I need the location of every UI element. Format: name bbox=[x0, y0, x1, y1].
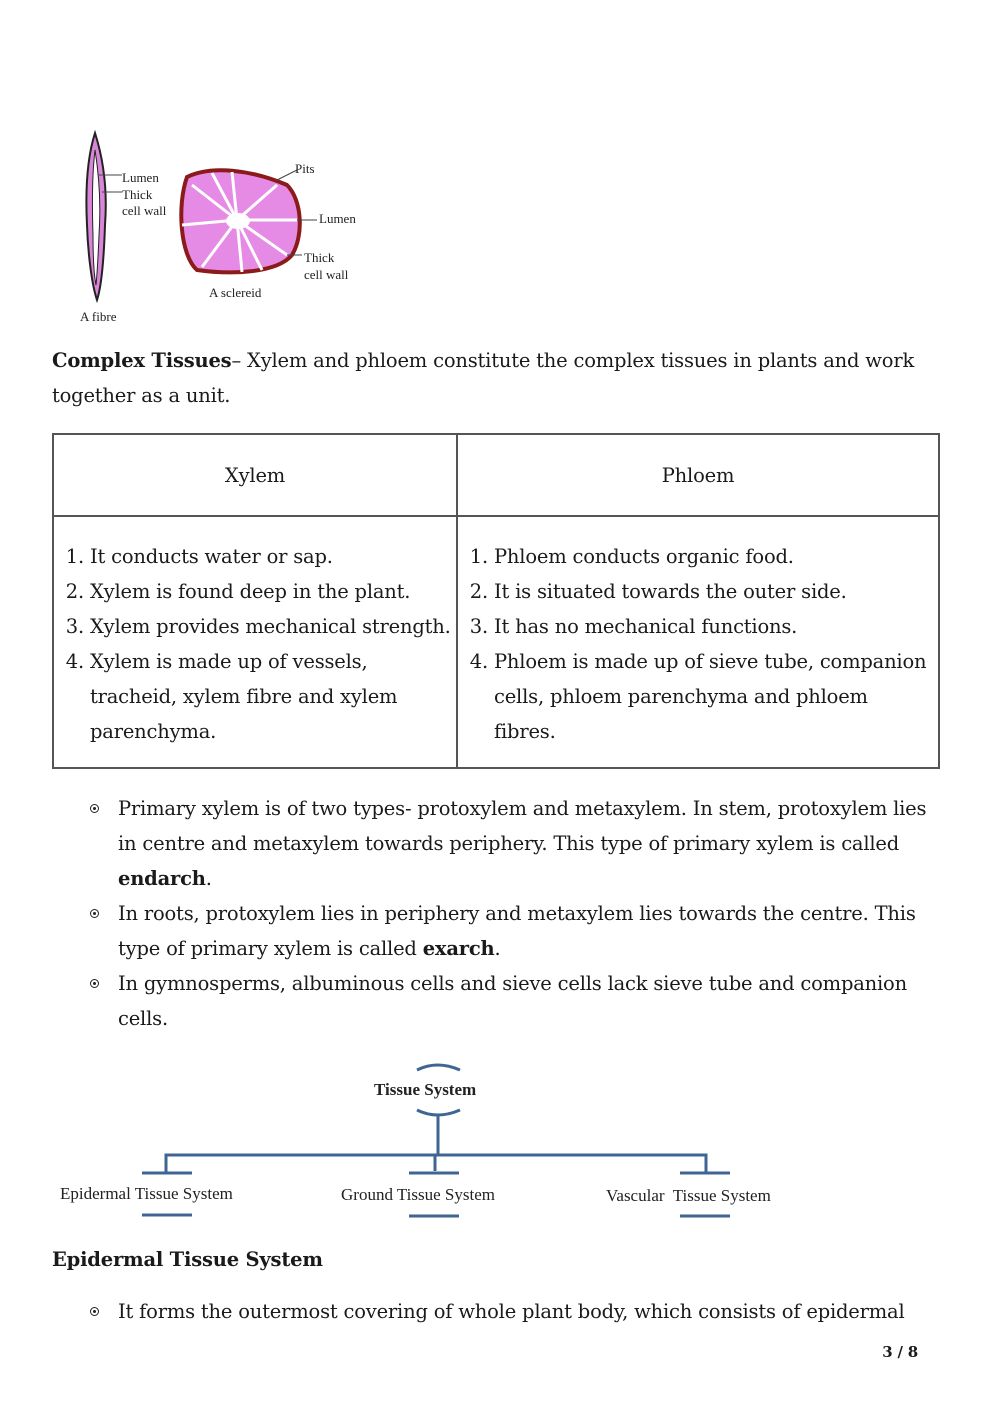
svg-text:cell wall: cell wall bbox=[122, 203, 167, 218]
xylem-cell bbox=[53, 516, 457, 768]
svg-text:Thick: Thick bbox=[122, 187, 153, 202]
list-item: In roots, protoxylem lies in periphery and metaxylem lies towards the centre. This type of primary xylem is called exarch. bbox=[90, 896, 940, 966]
list-item: 1. It conducts water or sap. bbox=[90, 539, 452, 574]
page-number: 3 / 8 bbox=[882, 1343, 918, 1361]
bullet-icon bbox=[90, 1307, 99, 1316]
list-item: 1. Phloem conducts organic food. bbox=[494, 539, 934, 574]
list-item: 3. Xylem provides mechanical strength. bbox=[90, 609, 452, 644]
header-xylem: Xylem bbox=[53, 434, 457, 516]
list-item: 2. Xylem is found deep in the plant. bbox=[90, 574, 452, 609]
header-phloem: Phloem bbox=[457, 434, 939, 516]
svg-text:cell wall: cell wall bbox=[304, 267, 349, 282]
tree-child-vascular: Vascular Tissue System bbox=[606, 1186, 771, 1205]
tree-root: Tissue System bbox=[374, 1080, 477, 1099]
bullet-icon bbox=[90, 979, 99, 988]
list-item: 2. It is situated towards the outer side. bbox=[494, 574, 934, 609]
xylem-phloem-table bbox=[52, 433, 940, 769]
xylem-bullets bbox=[90, 791, 940, 1036]
complex-tissues-paragraph: Complex Tissues– Xylem and phloem constitute the complex tissues in plants and work together as a unit. bbox=[52, 349, 915, 407]
epidermal-bullets bbox=[90, 1294, 940, 1329]
svg-text:Lumen: Lumen bbox=[319, 211, 356, 226]
list-item: It forms the outermost covering of whole plant body, which consists of epidermal bbox=[90, 1294, 940, 1329]
svg-text:Thick: Thick bbox=[304, 250, 335, 265]
svg-text:Lumen: Lumen bbox=[122, 170, 159, 185]
list-item: 4. Xylem is made up of vessels, tracheid, xylem fibre and xylem parenchyma. bbox=[90, 644, 452, 749]
svg-text:Pits: Pits bbox=[295, 161, 315, 176]
bullet-icon bbox=[90, 804, 99, 813]
list-item: 3. It has no mechanical functions. bbox=[494, 609, 934, 644]
section-heading: Epidermal Tissue System bbox=[52, 1248, 323, 1271]
bullet-icon bbox=[90, 909, 99, 918]
phloem-cell bbox=[457, 516, 939, 768]
svg-text:A fibre: A fibre bbox=[80, 309, 117, 324]
svg-text:A sclereid: A sclereid bbox=[209, 285, 262, 300]
list-item: Primary xylem is of two types- protoxylem and metaxylem. In stem, protoxylem lies in centre and metaxylem towards periphery. This type of primary xylem is called endarch. bbox=[90, 791, 940, 896]
list-item: 4. Phloem is made up of sieve tube, companion cells, phloem parenchyma and phloem fibres. bbox=[494, 644, 934, 749]
tissue-system-diagram bbox=[52, 1058, 832, 1228]
tree-child-epidermal: Epidermal Tissue System bbox=[60, 1184, 233, 1203]
tree-child-ground: Ground Tissue System bbox=[341, 1185, 495, 1204]
list-item: In gymnosperms, albuminous cells and sieve cells lack sieve tube and companion cells. bbox=[90, 966, 940, 1036]
